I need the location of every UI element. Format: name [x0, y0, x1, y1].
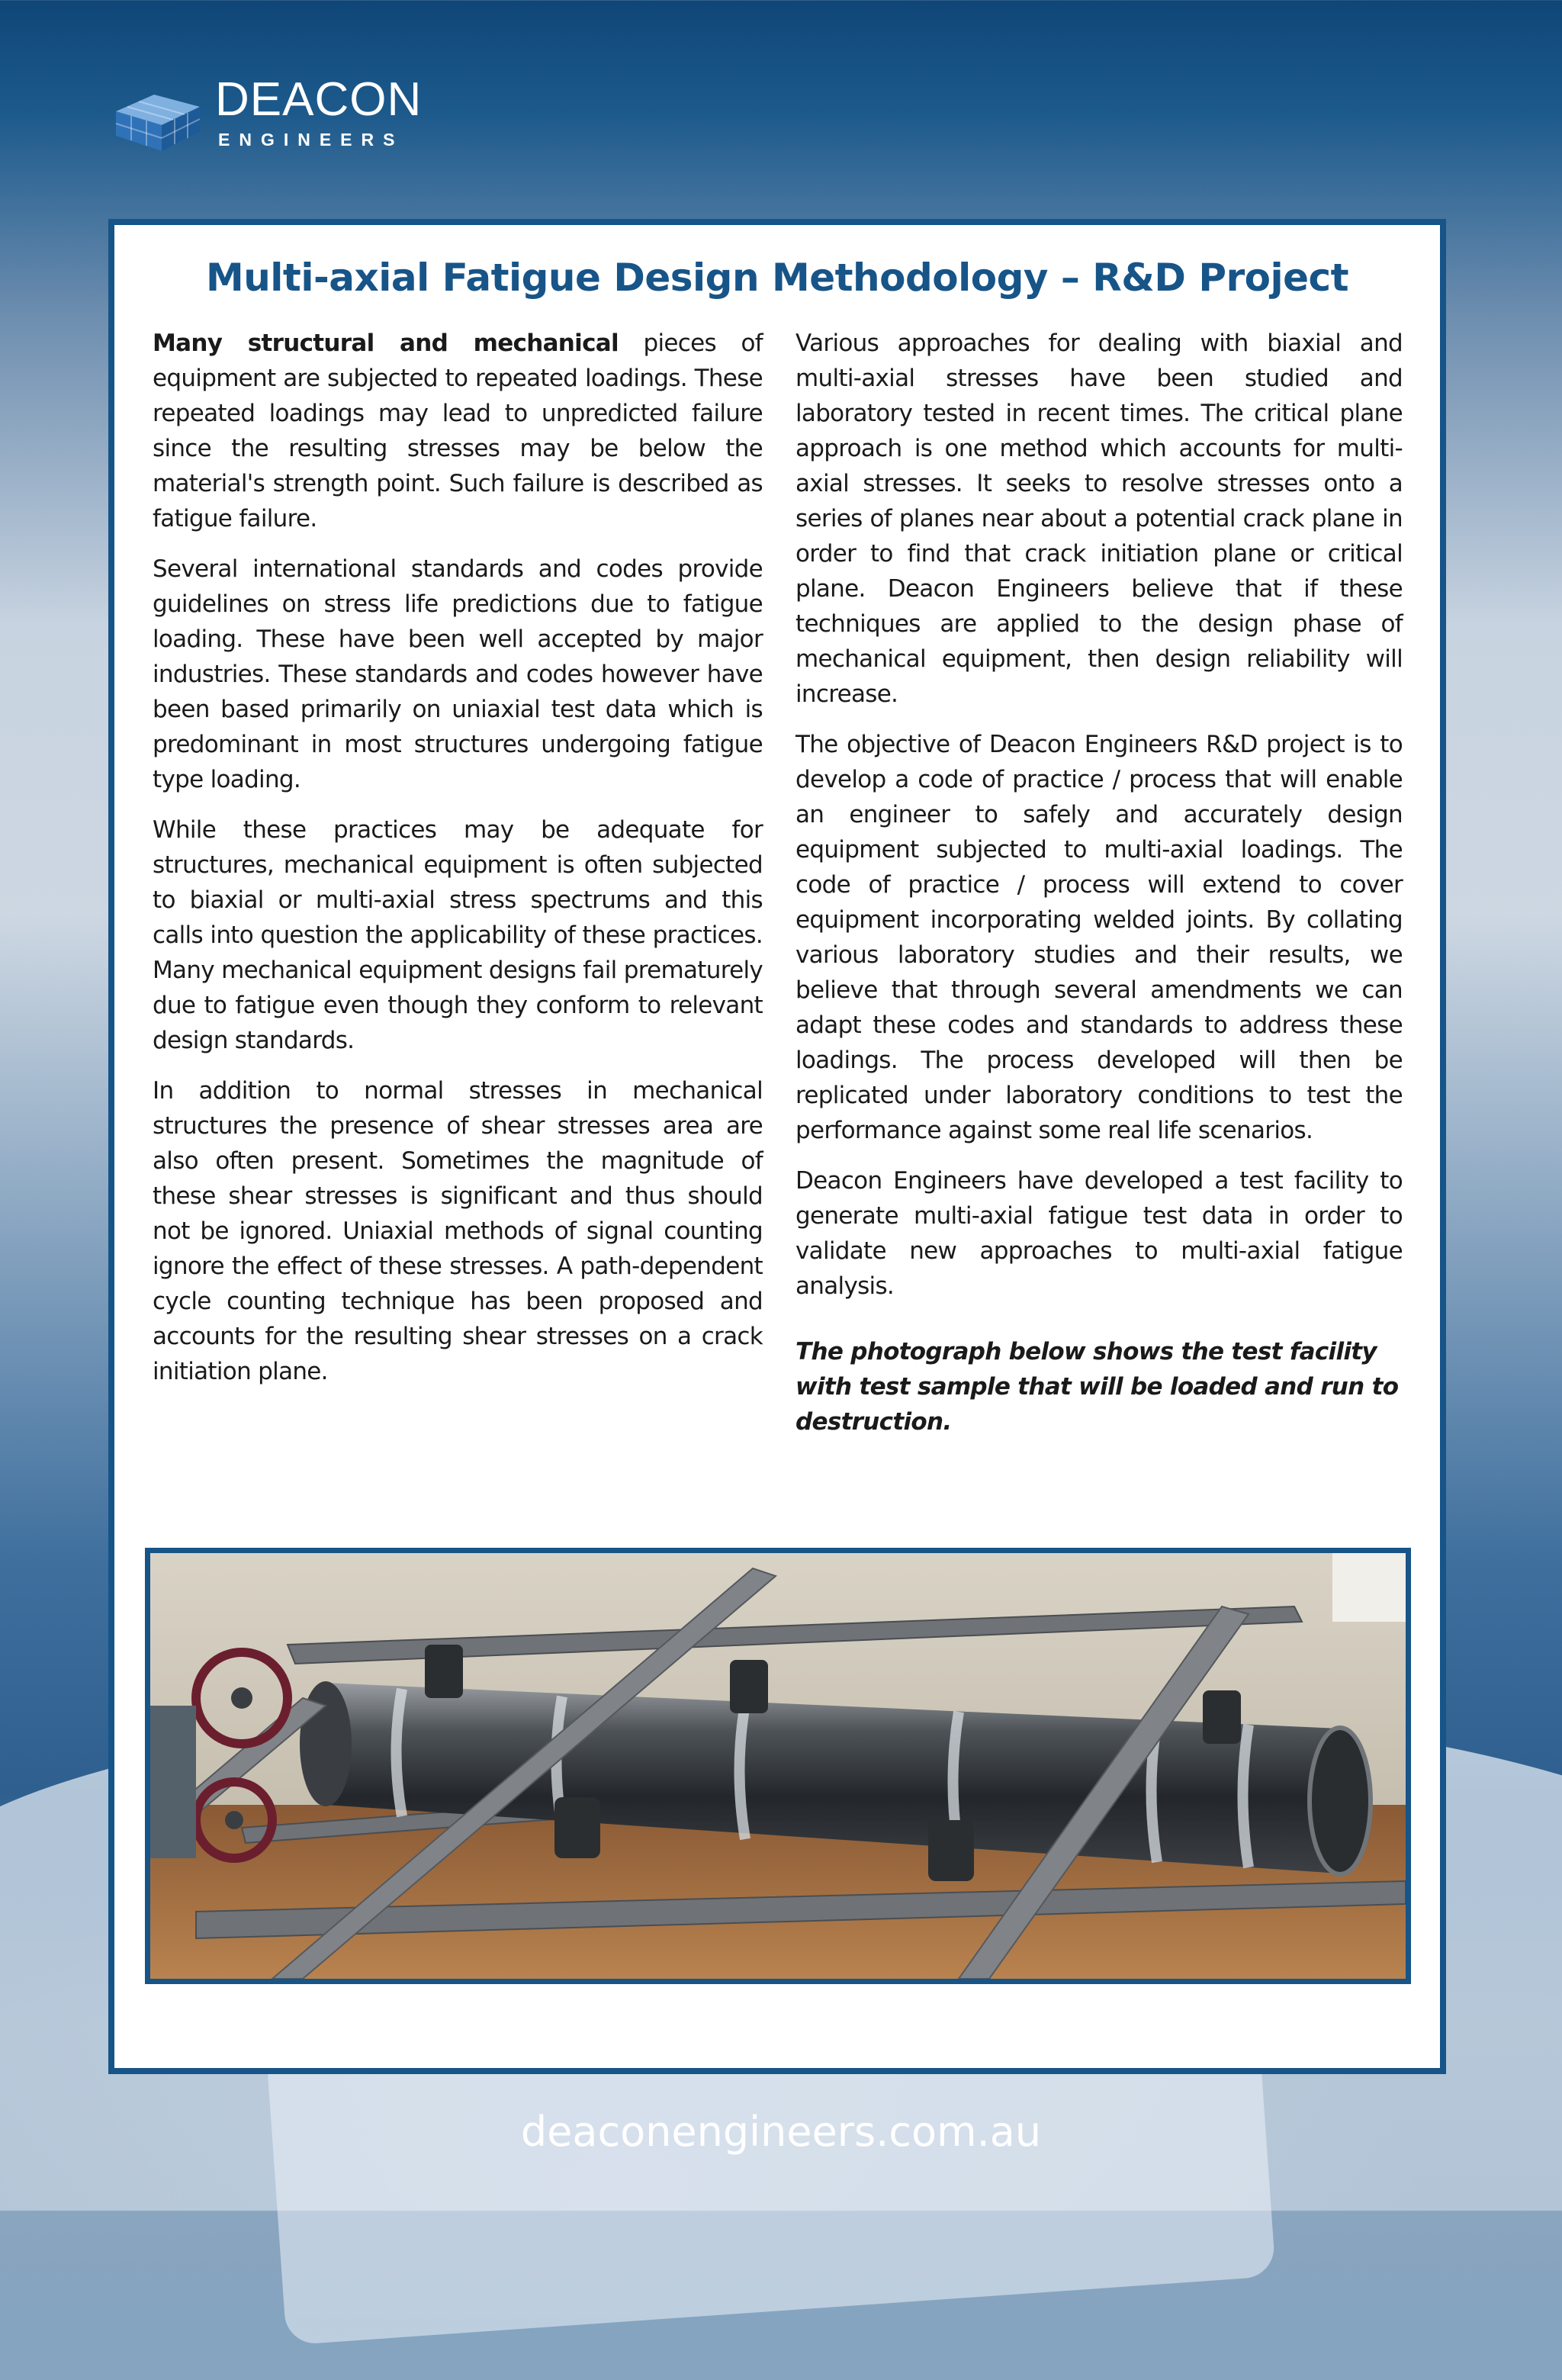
page-title: Multi-axial Fatigue Design Methodology – R&D Project — [205, 256, 1349, 300]
lead-text: Many structural and mechanical — [153, 330, 619, 357]
photo-caption: The photograph below shows the test facility with test sample that will be loaded and run to destruction. — [795, 1338, 1399, 1436]
website-url[interactable]: deaconengineers.com.au — [520, 2108, 1042, 2156]
right-paragraph-1: Various approaches for dealing with biaxial and multi-axial stresses have been studied and laboratory tested in recent times. The critical plane approach is one method which accounts for multi-axial stresses. It seeks to resolve stresses onto a series of planes near about a potential crack plane in order to find that crack initiation plane or critical plane. Deacon Engineers believe that if these techniques are applied to the design phase of mechanical equipment, then design reliability will increase. — [795, 330, 1403, 708]
left-paragraph-2: Several international standards and codes provide guidelines on stress life predictions due to fatigue loading. These have been well accepted by major industries. These standards and codes however have been based primarily on uniaxial test data which is predominant in most structures undergoing fatigue type loading. — [153, 555, 763, 793]
right-column — [795, 326, 1403, 1455]
left-paragraph-4: In addition to normal stresses in mechanical structures the presence of shear stresses area are also often present. Sometimes the magnitude of these shear stresses is significant and thus should not be ignored. Uniaxial methods of signal counting ignore the effect of these stresses. A path-dependent cycle counting technique has been proposed and accounts for the resulting shear stresses on a crack initiation plane. — [153, 1077, 763, 1385]
content-panel — [108, 219, 1446, 2074]
test-facility-photo — [145, 1548, 1411, 1984]
brand-name: DEACON — [215, 73, 423, 126]
left-paragraph-1-body: pieces of equipment are subjected to repeated loadings. These repeated loadings may lead to unpredicted failure since the resulting stresses may be below the material's strength point. Such failure is described as fatigue failure. — [153, 330, 763, 532]
test-facility-illustration — [150, 1553, 1406, 1979]
brand-tagline: ENGINEERS — [218, 130, 404, 150]
left-paragraph-3: While these practices may be adequate for structures, mechanical equipment is often subjected to biaxial or multi-axial stress spectrums and this calls into question the applicability of these practices. Many mechanical equipment designs fail prematurely due to fatigue even though they conform to relevant design standards. — [153, 816, 763, 1054]
blue-cube-icon — [108, 81, 207, 154]
left-column — [153, 326, 763, 1404]
left-paragraph-1 — [153, 326, 763, 536]
right-paragraph-2: The objective of Deacon Engineers R&D project is to develop a code of practice / process that will enable an engineer to safely and accurately design equipment subjected to multi-axial loadings. The code of practice / process will extend to cover equipment incorporating welded joints. By collating various laboratory studies and their results, we believe that through several amendments we can adapt these codes and standards to address these loadings. The process developed will then be replicated under laboratory conditions to test the performance against some real life scenarios. — [795, 731, 1403, 1144]
right-paragraph-3: Deacon Engineers have developed a test facility to generate multi-axial fatigue test data in order to validate new approaches to multi-axial fatigue analysis. — [795, 1167, 1403, 1300]
company-logo — [108, 73, 429, 157]
